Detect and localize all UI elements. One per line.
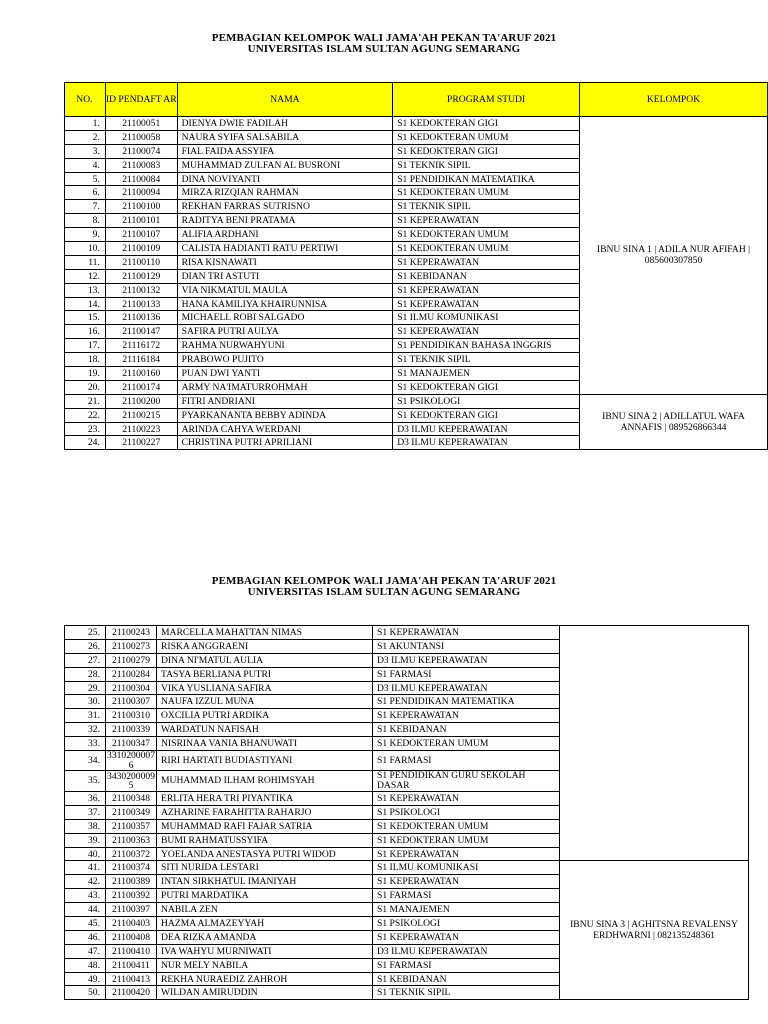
- roster-table-1: [64, 82, 768, 450]
- registrant-id: 21100174: [105, 380, 177, 394]
- student-name: VIKA YUSLIANA SAFIRA: [157, 681, 373, 695]
- row-number: 2.: [65, 130, 106, 144]
- registrant-id: 21100084: [105, 172, 177, 186]
- row-number: 1.: [65, 117, 106, 131]
- row-number: 34.: [65, 751, 106, 771]
- student-name: MIRZA RIZQIAN RAHMAN: [177, 186, 393, 200]
- registrant-id: 21100420: [106, 986, 157, 1000]
- registrant-id: 21100107: [105, 228, 177, 242]
- row-number: 42.: [65, 875, 106, 889]
- student-name: BUMI RAHMATUSSYIFA: [157, 833, 373, 847]
- study-program: S1 KEPERAWATAN: [373, 626, 560, 640]
- student-name: NISRINAA VANIA BHANUWATI: [157, 737, 373, 751]
- student-name: DIAN TRI ASTUTI: [177, 269, 393, 283]
- study-program: S1 TEKNIK SIPIL: [393, 158, 580, 172]
- registrant-id: 21100058: [105, 130, 177, 144]
- registrant-id: 21100136: [105, 311, 177, 325]
- row-number: 47.: [65, 944, 106, 958]
- registrant-id: 21100347: [106, 737, 157, 751]
- student-name: TASYA BERLIANA PUTRI: [157, 667, 373, 681]
- row-number: 21.: [65, 394, 106, 408]
- row-number: 48.: [65, 958, 106, 972]
- student-name: RISA KISNAWATI: [177, 255, 393, 269]
- study-program: S1 ILMU KOMUNIKASI: [393, 311, 580, 325]
- student-name: NAUFA IZZUL MUNA: [157, 695, 373, 709]
- student-name: RAHMA NURWAHYUNI: [177, 339, 393, 353]
- student-name: CALISTA HADIANTI RATU PERTIWI: [177, 242, 393, 256]
- study-program: S1 KEDOKTERAN UMUM: [393, 186, 580, 200]
- study-program: S1 KEPERAWATAN: [373, 875, 560, 889]
- student-name: MUHAMMAD ZULFAN AL BUSRONI: [177, 158, 393, 172]
- row-number: 35.: [65, 771, 106, 792]
- study-program: S1 KEPERAWATAN: [373, 847, 560, 861]
- registrant-id: 21100349: [106, 805, 157, 819]
- study-program: S1 KEDOKTERAN GIGI: [393, 117, 580, 131]
- student-name: HAZMA ALMAZEYYAH: [157, 917, 373, 931]
- study-program: S1 KEPERAWATAN: [373, 709, 560, 723]
- registrant-id: 21100110: [105, 255, 177, 269]
- registrant-id: 21100051: [105, 117, 177, 131]
- table-row: [65, 626, 749, 640]
- registrant-id: 21100083: [105, 158, 177, 172]
- student-name: HANA KAMILIYA KHAIRUNNISA: [177, 297, 393, 311]
- row-number: 26.: [65, 639, 106, 653]
- registrant-id: 21100410: [106, 944, 157, 958]
- registrant-id: 21100132: [105, 283, 177, 297]
- study-program: D3 ILMU KEPERAWATAN: [373, 944, 560, 958]
- row-number: 3.: [65, 144, 106, 158]
- student-name: PYARKANANTA BEBBY ADINDA: [177, 408, 393, 422]
- row-number: 28.: [65, 667, 106, 681]
- table-row: [65, 117, 768, 131]
- registrant-id: 21100363: [106, 833, 157, 847]
- study-program: S1 TEKNIK SIPIL: [393, 353, 580, 367]
- row-number: 41.: [65, 861, 106, 875]
- registrant-id: 21100100: [105, 200, 177, 214]
- registrant-id: 21100094: [105, 186, 177, 200]
- study-program: S1 KEDOKTERAN GIGI: [393, 144, 580, 158]
- study-program: S1 PENDIDIKAN BAHASA INGGRIS: [393, 339, 580, 353]
- registrant-id: 21100307: [106, 695, 157, 709]
- registrant-id: 21100408: [106, 930, 157, 944]
- study-program: S1 KEPERAWATAN: [393, 297, 580, 311]
- study-program: S1 KEDOKTERAN GIGI: [393, 408, 580, 422]
- study-program: S1 FARMASI: [373, 958, 560, 972]
- student-name: REKHA NURAEDIZ ZAHROH: [157, 972, 373, 986]
- registrant-id: 21100357: [106, 819, 157, 833]
- row-number: 15.: [65, 311, 106, 325]
- registrant-id: 21100310: [106, 709, 157, 723]
- student-name: DEA RIZKA AMANDA: [157, 930, 373, 944]
- registrant-id: 21100223: [105, 422, 177, 436]
- study-program: S1 PENDIDIKAN GURU SEKOLAH DASAR: [373, 771, 560, 792]
- student-name: MARCELLA MAHATTAN NIMAS: [157, 626, 373, 640]
- page-header-2: [0, 576, 768, 598]
- study-program: S1 KEBIDANAN: [393, 269, 580, 283]
- registrant-id: 21100374: [106, 861, 157, 875]
- study-program: S1 MANAJEMEN: [373, 903, 560, 917]
- student-name: RIRI HARTATI BUDIASTIYANI: [157, 751, 373, 771]
- row-number: 25.: [65, 626, 106, 640]
- study-program: S1 PSIKOLOGI: [373, 917, 560, 931]
- study-program: D3 ILMU KEPERAWATAN: [373, 653, 560, 667]
- row-number: 4.: [65, 158, 106, 172]
- registrant-id: 21100397: [106, 903, 157, 917]
- study-program: S1 KEDOKTERAN UMUM: [373, 737, 560, 751]
- study-program: S1 PENDIDIKAN MATEMATIKA: [373, 695, 560, 709]
- registrant-id: 21116184: [105, 353, 177, 367]
- registrant-id: 21100147: [105, 325, 177, 339]
- row-number: 18.: [65, 353, 106, 367]
- column-header-kelompok: KELOMPOK: [579, 83, 767, 117]
- row-number: 22.: [65, 408, 106, 422]
- row-number: 20.: [65, 380, 106, 394]
- student-name: DIENYA DWIE FADILAH: [177, 117, 393, 131]
- registrant-id: 21100348: [106, 792, 157, 806]
- study-program: S1 KEPERAWATAN: [393, 214, 580, 228]
- group-cell: IBNU SINA 1 | ADILA NUR AFIFAH | 085600307850: [579, 117, 767, 395]
- student-name: RISKA ANGGRAENI: [157, 639, 373, 653]
- row-number: 36.: [65, 792, 106, 806]
- row-number: 33.: [65, 737, 106, 751]
- registrant-id: 21100243: [106, 626, 157, 640]
- row-number: 45.: [65, 917, 106, 931]
- row-number: 14.: [65, 297, 106, 311]
- student-name: AZHARINE FARAHITTA RAHARJO: [157, 805, 373, 819]
- row-number: 23.: [65, 422, 106, 436]
- registrant-id: 21100133: [105, 297, 177, 311]
- row-number: 19.: [65, 367, 106, 381]
- student-name: REKHAN FARRAS SUTRISNO: [177, 200, 393, 214]
- row-number: 13.: [65, 283, 106, 297]
- registrant-id: 21100101: [105, 214, 177, 228]
- row-number: 17.: [65, 339, 106, 353]
- registrant-id: 21100129: [105, 269, 177, 283]
- student-name: DINA NI'MATUL AULIA: [157, 653, 373, 667]
- registrant-id: 33102000076: [107, 750, 155, 771]
- study-program: D3 ILMU KEPERAWATAN: [393, 436, 580, 450]
- study-program: S1 KEDOKTERAN UMUM: [393, 242, 580, 256]
- row-number: 16.: [65, 325, 106, 339]
- roster-table-2: [64, 625, 749, 1000]
- study-program: S1 KEPERAWATAN: [393, 255, 580, 269]
- registrant-id: 21100403: [106, 917, 157, 931]
- row-number: 46.: [65, 930, 106, 944]
- registrant-id: 21100200: [105, 394, 177, 408]
- group-cell: [560, 626, 749, 861]
- registrant-id: 21100273: [106, 639, 157, 653]
- page-header-1: [0, 33, 768, 55]
- student-name: MICHAELL ROBI SALGADO: [177, 311, 393, 325]
- study-program: S1 FARMASI: [373, 751, 560, 771]
- registrant-id: 21100284: [106, 667, 157, 681]
- row-number: 44.: [65, 903, 106, 917]
- study-program: S1 KEPERAWATAN: [393, 325, 580, 339]
- student-name: RADITYA BENI PRATAMA: [177, 214, 393, 228]
- student-name: PUTRI MARDATIKA: [157, 889, 373, 903]
- student-name: ARMY NA'IMATURROHMAH: [177, 380, 393, 394]
- registrant-id: 21100109: [105, 242, 177, 256]
- row-number: 39.: [65, 833, 106, 847]
- study-program: S1 KEBIDANAN: [373, 972, 560, 986]
- row-number: 29.: [65, 681, 106, 695]
- column-header-no: NO.: [65, 83, 106, 117]
- study-program: S1 KEDOKTERAN UMUM: [393, 228, 580, 242]
- row-number: 5.: [65, 172, 106, 186]
- student-name: PUAN DWI YANTI: [177, 367, 393, 381]
- study-program: D3 ILMU KEPERAWATAN: [393, 422, 580, 436]
- student-name: NAURA SYIFA SALSABILA: [177, 130, 393, 144]
- student-name: YOELANDA ANESTASYA PUTRI WIDOD: [157, 847, 373, 861]
- student-name: OXCILIA PUTRI ARDIKA: [157, 709, 373, 723]
- study-program: D3 ILMU KEPERAWATAN: [373, 681, 560, 695]
- registrant-id: 21100392: [106, 889, 157, 903]
- registrant-id: 21100304: [106, 681, 157, 695]
- study-program: S1 PENDIDIKAN MATEMATIKA: [393, 172, 580, 186]
- registrant-id: 21100372: [106, 847, 157, 861]
- row-number: 31.: [65, 709, 106, 723]
- row-number: 7.: [65, 200, 106, 214]
- student-name: ARINDA CAHYA WERDANI: [177, 422, 393, 436]
- study-program: S1 KEDOKTERAN GIGI: [393, 380, 580, 394]
- registrant-id: 21100413: [106, 972, 157, 986]
- student-name: FIAL FAIDA ASSYIFA: [177, 144, 393, 158]
- student-name: SITI NURIDA LESTARI: [157, 861, 373, 875]
- study-program: S1 KEPERAWATAN: [373, 930, 560, 944]
- study-program: S1 PSIKOLOGI: [393, 394, 580, 408]
- student-name: PRABOWO PUJITO: [177, 353, 393, 367]
- study-program: S1 KEDOKTERAN UMUM: [393, 130, 580, 144]
- row-number: 32.: [65, 723, 106, 737]
- row-number: 30.: [65, 695, 106, 709]
- study-program: S1 FARMASI: [373, 667, 560, 681]
- row-number: 49.: [65, 972, 106, 986]
- student-name: WARDATUN NAFISAH: [157, 723, 373, 737]
- registrant-id: 21100279: [106, 653, 157, 667]
- study-program: S1 AKUNTANSI: [373, 639, 560, 653]
- study-program: S1 PSIKOLOGI: [373, 805, 560, 819]
- study-program: S1 TEKNIK SIPIL: [393, 200, 580, 214]
- row-number: 27.: [65, 653, 106, 667]
- registrant-id: 21100411: [106, 958, 157, 972]
- study-program: S1 FARMASI: [373, 889, 560, 903]
- student-name: DINA NOVIYANTI: [177, 172, 393, 186]
- column-header-program-studi: PROGRAM STUDI: [393, 83, 580, 117]
- study-program: S1 TEKNIK SIPIL: [373, 986, 560, 1000]
- registrant-id: 21100227: [105, 436, 177, 450]
- study-program: S1 ILMU KOMUNIKASI: [373, 861, 560, 875]
- registrant-id: 21116172: [105, 339, 177, 353]
- registrant-id: 21100215: [105, 408, 177, 422]
- student-name: NUR MELY NABILA: [157, 958, 373, 972]
- student-name: MUHAMMAD ILHAM ROHIMSYAH: [157, 771, 373, 792]
- student-name: ERLITA HERA TRI PIYANTIKA: [157, 792, 373, 806]
- student-name: VIA NIKMATUL MAULA: [177, 283, 393, 297]
- study-program: S1 KEBIDANAN: [373, 723, 560, 737]
- student-name: CHRISTINA PUTRI APRILIANI: [177, 436, 393, 450]
- registrant-id: 21100389: [106, 875, 157, 889]
- row-number: 11.: [65, 255, 106, 269]
- table-row: [65, 861, 749, 875]
- student-name: NABILA ZEN: [157, 903, 373, 917]
- registrant-id: 21100160: [105, 367, 177, 381]
- row-number: 9.: [65, 228, 106, 242]
- group-cell: IBNU SINA 2 | ADILLATUL WAFA ANNAFIS | 089526866344: [579, 394, 767, 450]
- study-program: S1 KEDOKTERAN UMUM: [373, 833, 560, 847]
- table-row: [65, 394, 768, 408]
- student-name: IVA WAHYU MURNIWATI: [157, 944, 373, 958]
- student-name: WILDAN AMIRUDDIN: [157, 986, 373, 1000]
- group-cell: IBNU SINA 3 | AGHITSNA REVALENSY ERDHWARNI | 082135248361: [560, 861, 749, 1000]
- registrant-id: 21100074: [105, 144, 177, 158]
- document-title: PEMBAGIAN KELOMPOK WALI JAMA'AH PEKAN TA'ARUF 2021: [211, 575, 557, 587]
- row-number: 50.: [65, 986, 106, 1000]
- row-number: 40.: [65, 847, 106, 861]
- registrant-id: 34302000095: [107, 770, 155, 792]
- registrant-id: 21100339: [106, 723, 157, 737]
- row-number: 38.: [65, 819, 106, 833]
- student-name: FITRI ANDRIANI: [177, 394, 393, 408]
- row-number: 8.: [65, 214, 106, 228]
- study-program: S1 KEPERAWATAN: [393, 283, 580, 297]
- study-program: S1 MANAJEMEN: [393, 367, 580, 381]
- university-name: UNIVERSITAS ISLAM SULTAN AGUNG SEMARANG: [247, 43, 521, 55]
- row-number: 24.: [65, 436, 106, 450]
- document-title: PEMBAGIAN KELOMPOK WALI JAMA'AH PEKAN TA'ARUF 2021: [211, 32, 557, 44]
- row-number: 6.: [65, 186, 106, 200]
- row-number: 12.: [65, 269, 106, 283]
- table-header-row: [65, 83, 768, 117]
- row-number: 10.: [65, 242, 106, 256]
- student-name: MUHAMMAD RAFI FAJAR SATRIA: [157, 819, 373, 833]
- student-name: INTAN SIRKHATUL IMANIYAH: [157, 875, 373, 889]
- column-header-nama: NAMA: [177, 83, 393, 117]
- student-name: SAFIRA PUTRI AULYA: [177, 325, 393, 339]
- study-program: S1 KEDOKTERAN UMUM: [373, 819, 560, 833]
- university-name: UNIVERSITAS ISLAM SULTAN AGUNG SEMARANG: [247, 586, 521, 598]
- row-number: 43.: [65, 889, 106, 903]
- column-header-id: ID PENDAFT AR: [105, 83, 177, 117]
- row-number: 37.: [65, 805, 106, 819]
- student-name: ALIFIA ARDHANI: [177, 228, 393, 242]
- study-program: S1 KEPERAWATAN: [373, 792, 560, 806]
